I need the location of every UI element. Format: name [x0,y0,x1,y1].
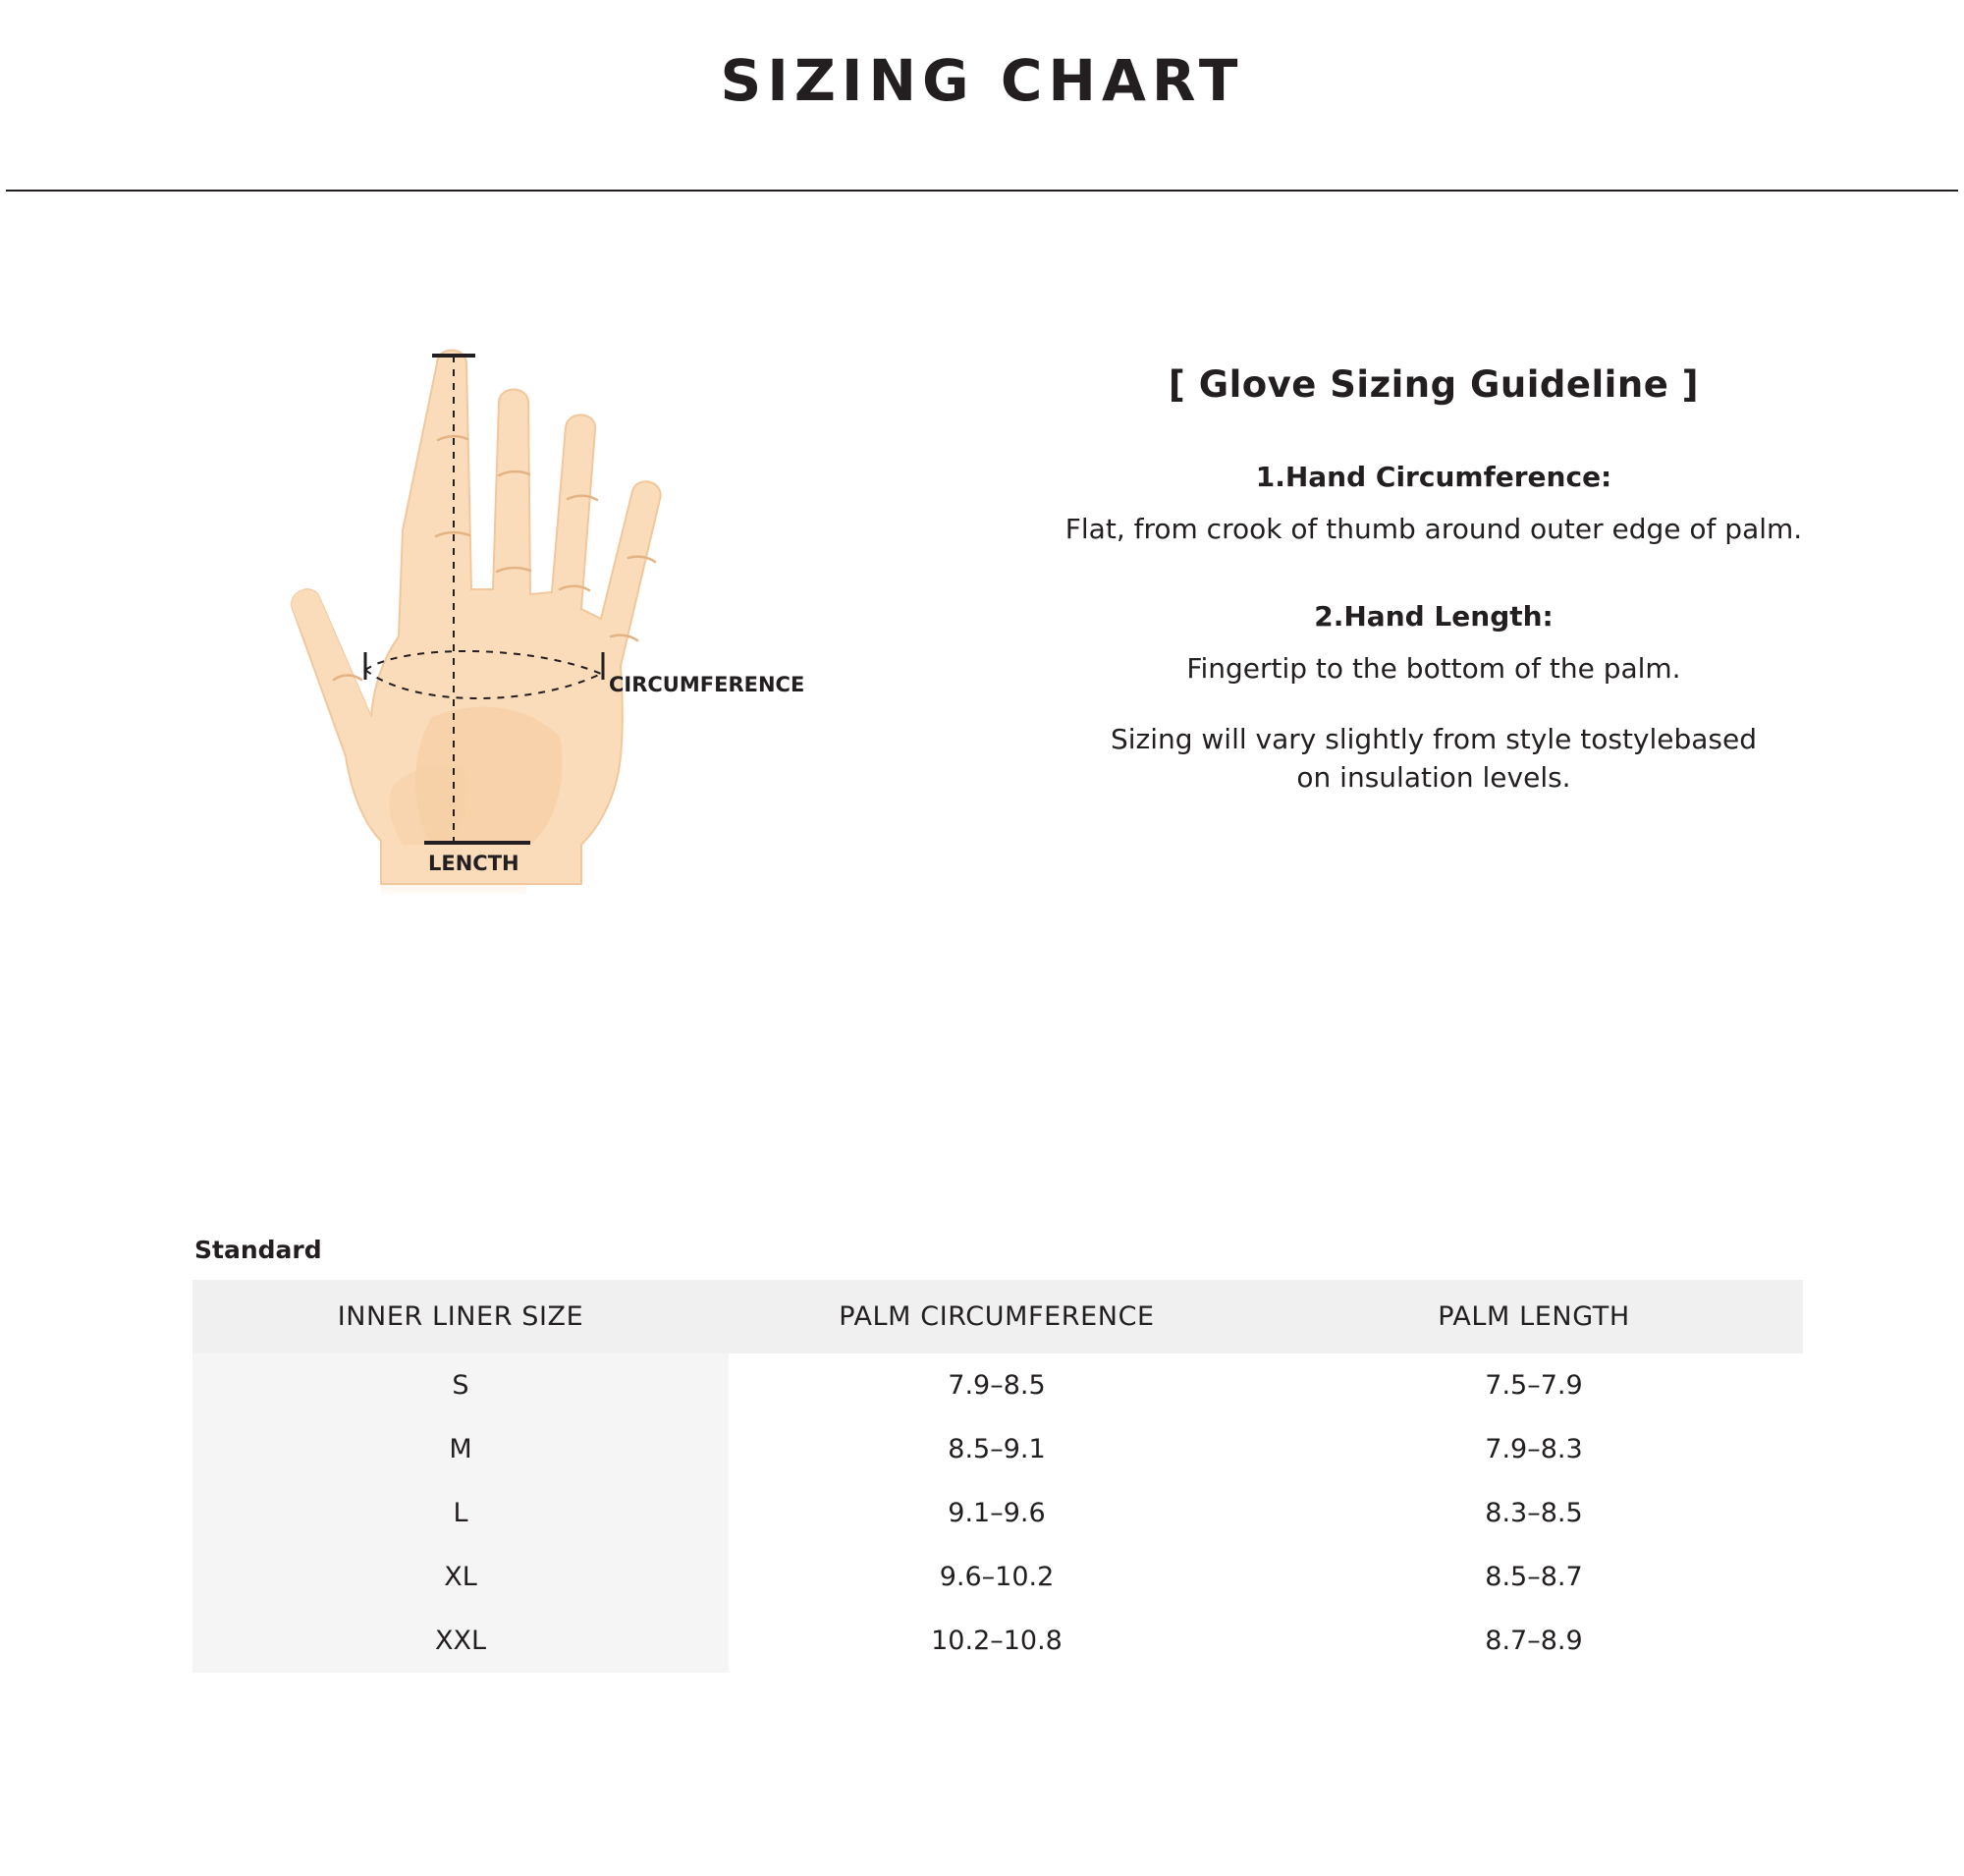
table-row [192,1609,1803,1673]
table-caption: Standard [194,1236,322,1264]
cell-size: XL [192,1545,729,1609]
cell-circumference: 9.1–9.6 [948,1498,1046,1528]
glove-sizing-guideline [1021,363,1846,798]
guideline-item1-body: Flat, from crook of thumb around outer edge of palm. [1064,513,1803,545]
guideline-note-line2: on insulation levels. [1296,760,1571,794]
spacer [1021,688,1846,721]
table-row [192,1353,1803,1417]
cell-length: 8.5–8.7 [1485,1562,1583,1592]
header-divider [6,190,1958,192]
table-row [192,1417,1803,1481]
guideline-title: [ Glove Sizing Guideline ] [1168,363,1700,406]
cell-size: L [192,1481,729,1545]
guideline-item1-heading: 1.Hand Circumference: [1255,461,1612,493]
cell-length: 8.3–8.5 [1485,1498,1583,1528]
cell-circumference: 7.9–8.5 [948,1370,1046,1401]
circumference-label-text: CIRCUMFERENCE [609,673,805,696]
table-row [192,1481,1803,1545]
cell-length: 7.5–7.9 [1485,1370,1583,1401]
cell-circumference: 8.5–9.1 [948,1434,1046,1464]
cell-size: M [192,1417,729,1481]
page-header [0,0,1964,193]
cell-size: S [192,1353,729,1417]
spacer [1021,549,1846,600]
cell-circumference: 9.6–10.2 [939,1562,1055,1592]
table-row [192,1545,1803,1609]
cell-length: 8.7–8.9 [1485,1626,1583,1656]
page-title: SIZING CHART [720,47,1244,114]
hand-measurement-illustration [236,295,982,1110]
column-header-palm-circumference: PALM CIRCUMFERENCE [729,1280,1265,1353]
guideline-note-line1: Sizing will vary slightly from style tostylebased [1110,723,1758,756]
cell-size: XXL [192,1609,729,1673]
size-table [192,1280,1803,1673]
length-label-text: LENCTH [428,852,519,875]
table-header-row [192,1280,1803,1353]
guideline-item2-body: Fingertip to the bottom of the palm. [1186,651,1681,685]
column-header-palm-length: PALM LENGTH [1265,1280,1803,1353]
column-header-inner-liner-size: INNER LINER SIZE [192,1280,729,1353]
cell-length: 7.9–8.3 [1485,1434,1583,1464]
cell-circumference: 10.2–10.8 [931,1626,1063,1656]
size-table-section [192,1236,1803,1673]
guideline-item2-heading: 2.Hand Length: [1314,599,1554,633]
